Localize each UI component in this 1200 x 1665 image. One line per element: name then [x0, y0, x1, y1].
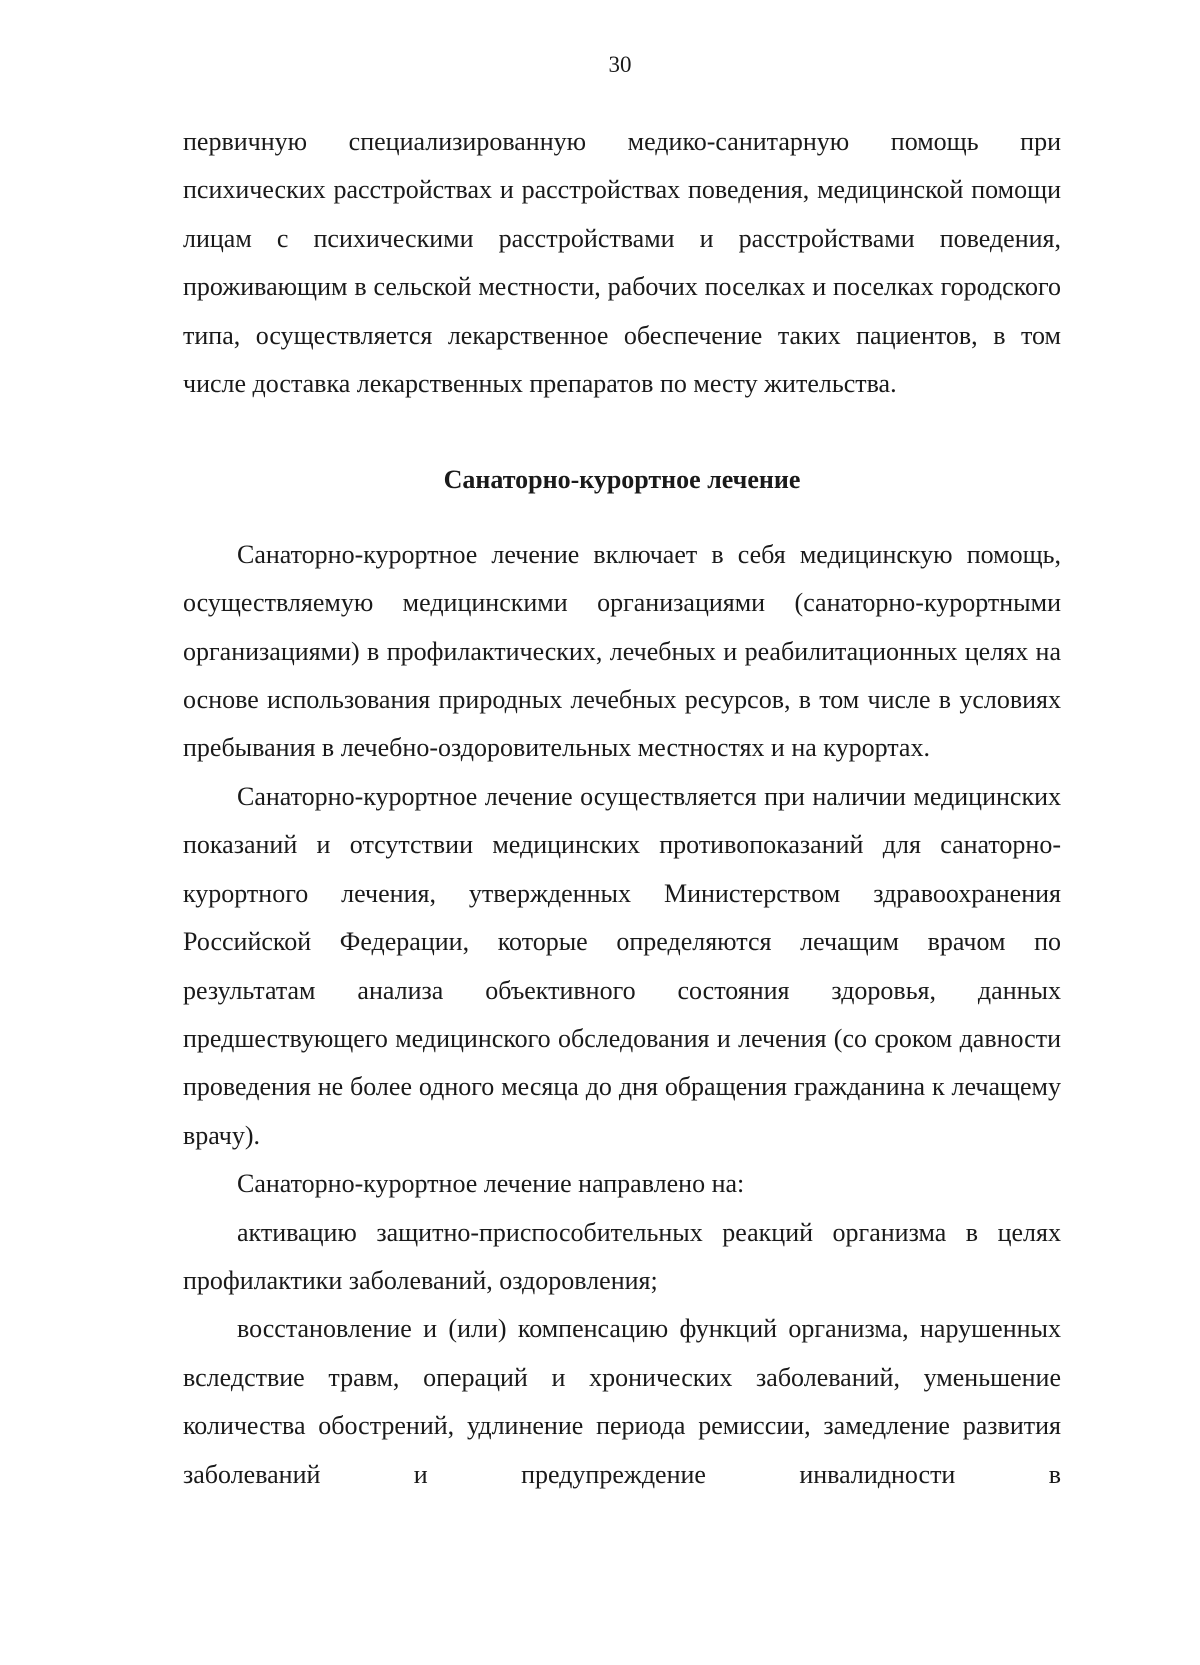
intro-paragraph: первичную специализированную медико-санитарную помощь при психических расстройствах и расстройствах поведения, медицинской помощи лицам с психическими расстройствами и расстройствами поведения, проживающим в сельской местности, рабочих поселках и поселках городского типа, осуществляется лекарственное обеспечение таких пациентов, в том числе доставка лекарственных препаратов по месту жительства. — [183, 127, 1061, 399]
paragraph-aim-activation: активацию защитно-приспособительных реакций организма в целях профилактики заболеваний, оздоровления; — [183, 1217, 1061, 1295]
section-heading: Санаторно-курортное лечение — [443, 465, 801, 495]
paragraph-definition: Санаторно-курортное лечение включает в себя медицинскую помощь, осуществляемую медицинскими организациями (санаторно-курортными организациями) в профилактических, лечебных и реабилитационных целях на основе использования природных лечебных ресурсов, в том числе в условиях пребывания в лечебно-оздоровительных местностях и на курортах. — [183, 539, 1061, 763]
paragraph-indications: Санаторно-курортное лечение осуществляется при наличии медицинских показаний и отсутствии медицинских противопоказаний для санаторно-курортного лечения, утвержденных Министерством здравоохранения Российской Федерации, которые определяются лечащим врачом по результатам анализа объективного состояния здоровья, данных предшествующего медицинского обследования и лечения (со сроком давности проведения не более одного месяца до дня обращения гражданина к лечащему врачу). — [183, 781, 1061, 1150]
document-body — [183, 118, 1061, 1499]
page-number: 30 — [608, 52, 632, 77]
paragraph-aims-intro: Санаторно-курортное лечение направлено на: — [237, 1169, 745, 1199]
paragraph-aim-restoration: восстановление и (или) компенсацию функций организма, нарушенных вследствие травм, операций и хронических заболеваний, уменьшение количества обострений, удлинение периода ремиссии, замедление развития заболеваний и предупреждение инвалидности в — [183, 1314, 1061, 1489]
